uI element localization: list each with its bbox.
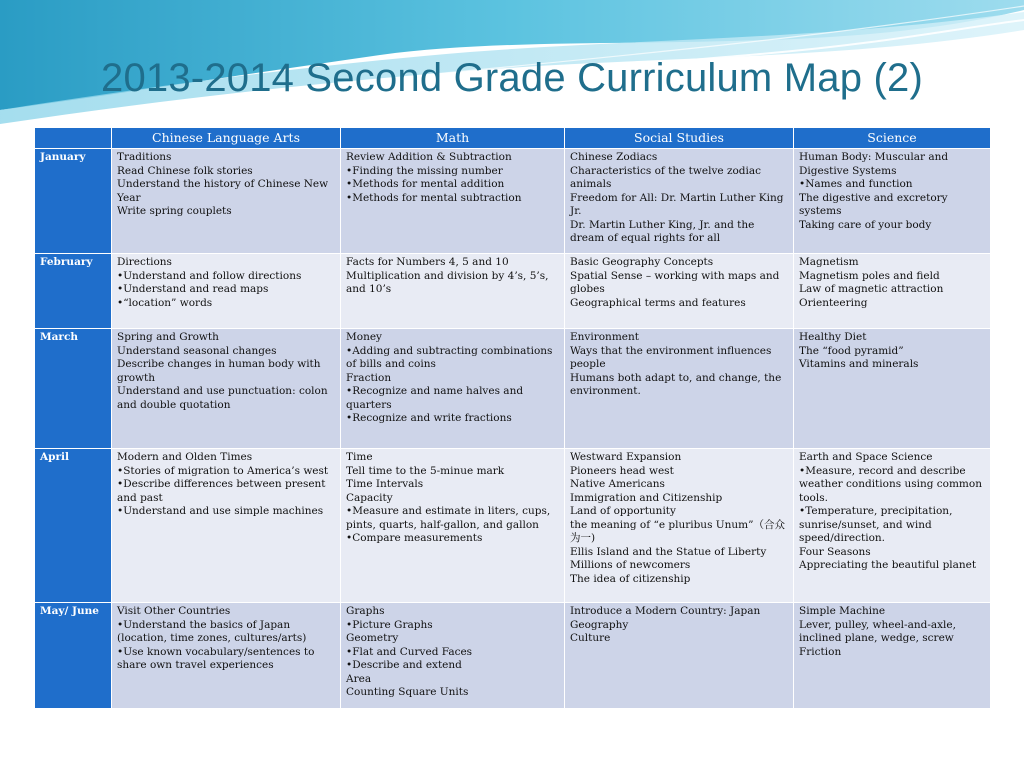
cell-line: Healthy Diet xyxy=(799,331,867,343)
cell-line: Spring and Growth xyxy=(117,331,219,343)
cell-line: •Understand the basics of Japan (location, time zones, cultures/arts) xyxy=(117,618,307,644)
cell-line: Geography xyxy=(570,618,629,631)
table-row xyxy=(35,254,991,329)
cell-line: •Flat and Curved Faces xyxy=(346,645,473,658)
table-row xyxy=(35,149,991,254)
cell-line: Chinese Zodiacs xyxy=(570,151,658,163)
cell-line: Tell time to the 5-minue mark xyxy=(346,464,505,477)
cell-chinese-language-arts xyxy=(112,254,341,329)
cell-line: •Understand and read maps xyxy=(117,283,269,295)
cell-line: Humans both adapt to, and change, the environment. xyxy=(570,371,782,397)
cell-line: Spatial Sense – working with maps and globes xyxy=(570,269,780,295)
page-title: 2013-2014 Second Grade Curriculum Map (2) xyxy=(101,56,923,100)
cell-math xyxy=(341,254,565,329)
header-science: Science xyxy=(794,128,991,149)
cell-line: Understand seasonal changes xyxy=(117,344,277,357)
cell-line: Facts for Numbers 4, 5 and 10 xyxy=(346,256,509,268)
cell-line: Fraction xyxy=(346,371,392,384)
cell-line: Read Chinese folk stories xyxy=(117,164,253,177)
cell-line: Immigration and Citizenship xyxy=(570,491,723,504)
cell-line: Time Intervals xyxy=(346,478,424,490)
cell-line: Magnetism poles and field xyxy=(799,269,940,282)
header-month xyxy=(35,128,112,149)
cell-line: the meaning of “e pluribus Unum”（合众为一) xyxy=(570,518,785,544)
cell-line: Human Body: Muscular and Digestive Systems xyxy=(799,151,949,177)
month-cell: May/ June xyxy=(35,603,112,709)
cell-line: •Recognize and name halves and quarters xyxy=(346,385,524,411)
cell-line: •Understand and use simple machines xyxy=(117,505,324,517)
cell-social-studies xyxy=(565,149,794,254)
cell-line: Directions xyxy=(117,256,172,268)
cell-line: Review Addition & Subtraction xyxy=(346,151,512,163)
cell-line: •Compare measurements xyxy=(346,532,483,544)
cell-science xyxy=(794,449,991,603)
cell-social-studies xyxy=(565,449,794,603)
cell-line: •Stories of migration to America’s west xyxy=(117,464,329,477)
cell-line: Millions of newcomers xyxy=(570,559,691,571)
cell-science xyxy=(794,149,991,254)
cell-line: •Measure, record and describe weather conditions using common tools. xyxy=(799,464,982,504)
cell-line: Geographical terms and features xyxy=(570,296,746,309)
cell-math xyxy=(341,329,565,449)
header-math: Math xyxy=(341,128,565,149)
cell-line: The digestive and excretory systems xyxy=(799,191,948,217)
cell-line: Introduce a Modern Country: Japan xyxy=(570,605,761,617)
cell-line: •“location” words xyxy=(117,296,213,309)
header-chinese-language-arts: Chinese Language Arts xyxy=(112,128,341,149)
cell-line: Land of opportunity xyxy=(570,505,676,517)
month-cell: March xyxy=(35,329,112,449)
cell-line: Ways that the environment influences people xyxy=(570,344,772,370)
cell-line: Dr. Martin Luther King, Jr. and the dream of equal rights for all xyxy=(570,218,755,244)
cell-social-studies xyxy=(565,329,794,449)
cell-line: Environment xyxy=(570,331,639,343)
cell-line: •Picture Graphs xyxy=(346,618,433,631)
cell-science xyxy=(794,254,991,329)
cell-math xyxy=(341,603,565,709)
cell-line: Pioneers head west xyxy=(570,464,674,477)
header-social-studies: Social Studies xyxy=(565,128,794,149)
cell-line: Freedom for All: Dr. Martin Luther King Jr. xyxy=(570,191,784,217)
table-row xyxy=(35,603,991,709)
cell-line: Geometry xyxy=(346,632,399,644)
month-cell: April xyxy=(35,449,112,603)
cell-line: Understand the history of Chinese New Year xyxy=(117,178,329,204)
cell-social-studies xyxy=(565,254,794,329)
cell-line: The idea of citizenship xyxy=(570,572,691,585)
cell-line: •Understand and follow directions xyxy=(117,269,302,282)
cell-line: •Describe differences between present and past xyxy=(117,478,326,504)
cell-line: •Adding and subtracting combinations of bills and coins xyxy=(346,344,553,370)
cell-line: Appreciating the beautiful planet xyxy=(799,559,977,571)
cell-chinese-language-arts xyxy=(112,329,341,449)
cell-line: Simple Machine xyxy=(799,605,886,617)
cell-line: The “food pyramid” xyxy=(799,344,904,357)
cell-line: •Names and function xyxy=(799,178,913,190)
cell-line: Four Seasons xyxy=(799,545,871,558)
cell-math xyxy=(341,449,565,603)
cell-line: Lever, pulley, wheel-and-axle, inclined plane, wedge, screw xyxy=(799,618,956,644)
cell-line: •Describe and extend xyxy=(346,659,462,671)
cell-line: Native Americans xyxy=(570,478,665,490)
cell-line: Basic Geography Concepts xyxy=(570,256,714,268)
table-header-row xyxy=(35,128,991,149)
cell-line: Friction xyxy=(799,645,842,658)
cell-line: Area xyxy=(346,672,372,685)
cell-line: •Recognize and write fractions xyxy=(346,412,512,424)
month-cell: January xyxy=(35,149,112,254)
cell-line: Capacity xyxy=(346,491,393,504)
cell-line: Magnetism xyxy=(799,256,859,268)
cell-chinese-language-arts xyxy=(112,149,341,254)
cell-line: Taking care of your body xyxy=(799,218,932,231)
cell-line: Culture xyxy=(570,632,611,644)
table-row xyxy=(35,329,991,449)
cell-math xyxy=(341,149,565,254)
cell-science xyxy=(794,603,991,709)
cell-line: Counting Square Units xyxy=(346,686,469,698)
cell-line: •Methods for mental subtraction xyxy=(346,191,522,204)
cell-line: Westward Expansion xyxy=(570,451,682,463)
cell-line: Money xyxy=(346,331,382,343)
cell-social-studies xyxy=(565,603,794,709)
cell-line: Understand and use punctuation: colon and double quotation xyxy=(117,385,328,411)
cell-line: Graphs xyxy=(346,605,385,617)
cell-line: •Use known vocabulary/sentences to share own travel experiences xyxy=(117,645,315,671)
cell-line: Describe changes in human body with growth xyxy=(117,358,321,384)
cell-chinese-language-arts xyxy=(112,449,341,603)
cell-line: Characteristics of the twelve zodiac animals xyxy=(570,164,762,190)
cell-line: Multiplication and division by 4’s, 5’s, and 10’s xyxy=(346,269,549,295)
month-cell: February xyxy=(35,254,112,329)
cell-line: •Temperature, precipitation, sunrise/sunset, and wind speed/direction. xyxy=(799,505,953,544)
curriculum-table xyxy=(34,127,991,709)
cell-line: Visit Other Countries xyxy=(117,605,231,617)
cell-line: Ellis Island and the Statue of Liberty xyxy=(570,545,767,558)
cell-line: •Measure and estimate in liters, cups, pints, quarts, half-gallon, and gallon xyxy=(346,505,551,531)
cell-line: Write spring couplets xyxy=(117,205,232,217)
cell-line: Time xyxy=(346,451,373,463)
cell-line: Earth and Space Science xyxy=(799,451,933,463)
cell-line: Vitamins and minerals xyxy=(799,358,919,370)
cell-line: •Methods for mental addition xyxy=(346,178,505,190)
cell-chinese-language-arts xyxy=(112,603,341,709)
cell-line: •Finding the missing number xyxy=(346,164,503,177)
cell-line: Traditions xyxy=(117,151,172,163)
cell-science xyxy=(794,329,991,449)
table-row xyxy=(35,449,991,603)
cell-line: Orienteering xyxy=(799,296,868,309)
cell-line: Law of magnetic attraction xyxy=(799,283,944,295)
cell-line: Modern and Olden Times xyxy=(117,451,253,463)
